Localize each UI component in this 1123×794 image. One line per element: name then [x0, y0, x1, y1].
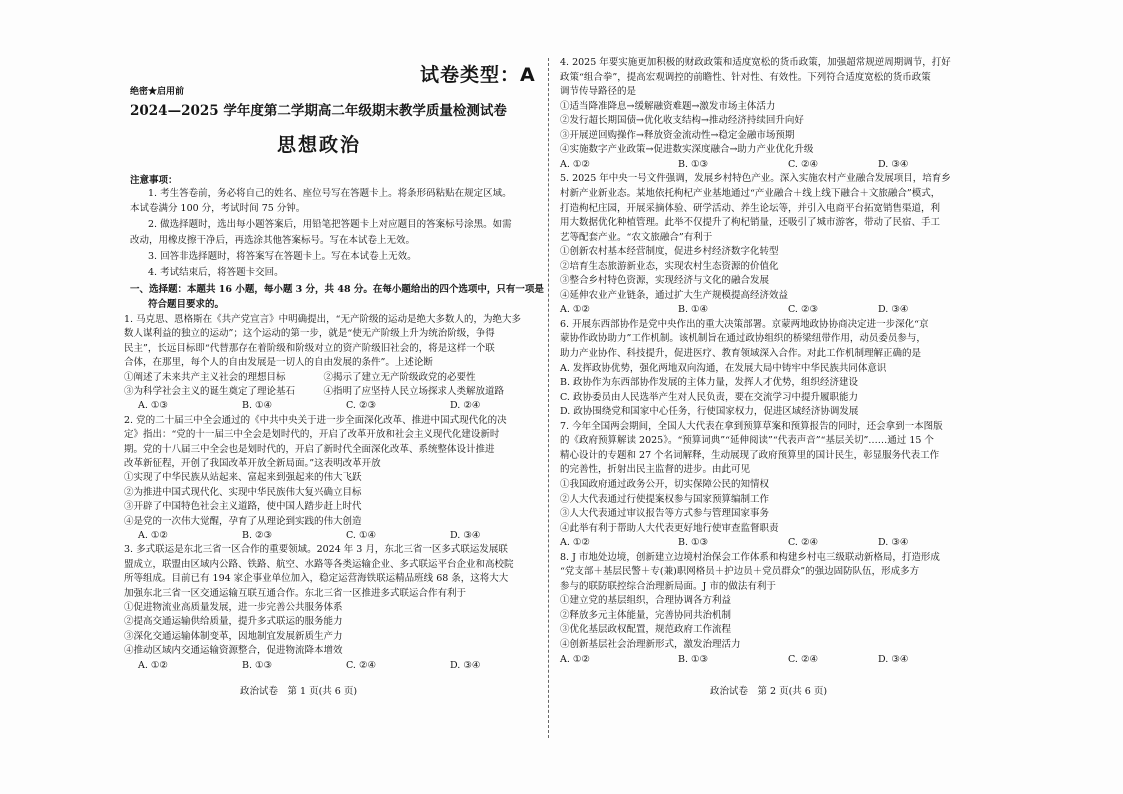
- question-statement: ③整合乡村特色资源，实现经济与文化的融合发展: [560, 275, 770, 287]
- question-stem: 3. 多式联运是东北三省一区合作的重要领域。2024 年 3 月，东北三省一区多式联运发展联: [124, 544, 508, 556]
- question-statement: ④延伸农业产业链条，通过扩大生产规模提高经济效益: [560, 289, 789, 301]
- question-stem: 盟成立，联盟由区域内公路、铁路、航空、水路等各类运输企业、多式联运平台企业和高校院: [124, 558, 514, 570]
- page-footer-left: 政治试卷 第 1 页(共 6 页): [240, 686, 358, 697]
- question-stem: 用大数据优化种植管理。此举不仅提升了枸杞销量，还吸引了城市游客，带动了民宿、手工: [560, 217, 941, 229]
- question-stem: 参与的联防联控综合治理新局面。J 市的做法有利于: [560, 580, 776, 592]
- answer-option: C. ②④: [788, 158, 819, 170]
- subject-title: 思想政治: [277, 134, 362, 156]
- question-stem: 期。党的十八届三中全会也是划时代的，开启了新时代全面深化改革、系统整体设计推进: [124, 443, 495, 455]
- answer-option: A. ①③: [138, 400, 168, 412]
- question-stem: 8. J 市地处边境，创新建立边境村治保会工作体系和构建乡村屯三级联动新格局，打造形成: [560, 551, 940, 563]
- question-stem: 1. 马克思、恩格斯在《共产党宣言》中明确提出，“无产阶级的运动是绝大多数人的，为绝大多: [124, 314, 521, 325]
- question-stem: 所等组成。目前已有 194 家企事业单位加入，稳定运营海铁联运精品班线 68 条，这将大大: [124, 573, 509, 585]
- question-statement: ①阐述了未来共产主义社会的理想目标 ②揭示了建立无产阶级政党的必要性: [124, 371, 476, 383]
- question-statement: ①适当降准降息→缓解融资难题→激发市场主体活力: [560, 100, 776, 112]
- question-stem: 2. 党的二十届三中全会通过的《中共中央关于进一步全面深化改革、推进中国式现代化的决: [124, 414, 507, 426]
- question-statement: ③为科学社会主义的诞生奠定了理论基石 ④指明了应坚持人民立场探求人类解放道路: [124, 386, 505, 397]
- question-stem: 调节传导路径的是: [560, 86, 637, 98]
- question-statement: ③人大代表通过审议报告等方式参与管理国家事务: [560, 508, 770, 520]
- question-statement: ①促进物流业高质量发展，进一步完善公共服务体系: [124, 602, 343, 613]
- question-statement: ①建立党的基层组织，合理协调各方利益: [560, 595, 732, 607]
- question-statement: ②提高交通运输供给质量，提升多式联运的服务能力: [124, 616, 343, 628]
- answer-option: D. ③④: [878, 537, 909, 549]
- page-footer-right: 政治试卷 第 2 页(共 6 页): [710, 686, 828, 697]
- question-statement: ④推动区域内交通运输资源整合，促进物流降本增效: [124, 645, 343, 657]
- answer-option: C. ②③: [346, 400, 377, 412]
- question-stem: 的完善性，折射出民主监督的进步。由此可见: [560, 464, 751, 476]
- question-stem: 合体，在那里，每个人的自由发展是一切人的自由发展的条件”。上述论断: [124, 357, 433, 369]
- question-stem: 加强东北三省一区交通运输互联互通合作。东北三省一区推进多式联运合作有利于: [124, 587, 467, 599]
- question-stem: 数人谋利益的独立的运动”；这个运动的第一步，就是“使无产阶级上升为统治阶级，争得: [124, 328, 495, 340]
- question-stem: 艺等配套产业。“农文旅融合”有利于: [560, 231, 713, 243]
- question-stem: “党支部＋基层民警＋专(兼)职网格员＋护边员＋党员群众”的强边固防队伍，形成多方: [560, 566, 920, 578]
- question-stem: 4. 2025 年要实施更加积极的财政政策和适度宽松的货币政策，加强超常规逆周期调节，打好: [560, 57, 951, 68]
- answer-option: A. ①②: [138, 530, 168, 541]
- exam-type-label: 试卷类型：A: [420, 64, 536, 86]
- question-stem: 改革新征程，开创了我国改革开放全新局面。”这表明改革开放: [124, 458, 381, 469]
- answer-option: D. ③④: [450, 659, 481, 671]
- question-statement: ①创新农村基本经营制度，促进乡村经济数字化转型: [560, 246, 779, 258]
- answer-option: B. ①③: [678, 158, 709, 170]
- answer-option: A. ①②: [560, 653, 590, 665]
- question-option: D. 政协围绕党和国家中心任务，行使国家权力，促进区域经济协调发展: [560, 406, 859, 418]
- exam-title: 2024—2025 学年度第二学期高二年级期末教学质量检测试卷: [130, 103, 507, 119]
- answer-option: B. ①③: [678, 537, 709, 549]
- question-stem: 助力产业协作、科技提升，促进医疗、教育领域深入合作。对此工作机制理解正确的是: [560, 348, 922, 359]
- answer-option: B. ①③: [678, 653, 709, 665]
- question-option: B. 政协作为东西部协作发展的主体力量，发挥人才优势，组织经济建设: [560, 377, 859, 389]
- question-stem: 政策“组合拳”，提高宏观调控的前瞻性、针对性、有效性。下列符合适度宽松的货币政策: [560, 71, 931, 83]
- question-stem: 6. 开展东西部协作是党中央作出的重大决策部署。京蒙两地政协协商决定进一步深化“京: [560, 318, 929, 330]
- question-stem: 7. 今年全国两会期间，全国人大代表在拿到预算草案和预算报告的同时，还会拿到一本图版: [560, 420, 943, 432]
- answer-option: D. ③④: [878, 304, 909, 316]
- question-option: C. 政协委员由人民选举产生对人民负责，要在交流学习中提升履职能力: [560, 391, 858, 403]
- question-statement: ③深化交通运输体制变革，因地制宜发展新质生产力: [124, 630, 343, 642]
- answer-option: B. ②③: [242, 530, 273, 541]
- question-statement: ②为推进中国式现代化、实现中华民族伟大复兴确立目标: [124, 486, 362, 498]
- answer-option: B. ①③: [242, 659, 273, 671]
- question-statement: ④是党的一次伟大觉醒，孕育了从理论到实践的伟大创造: [124, 515, 362, 527]
- question-statement: ③优化基层政权配置，规范政府工作流程: [560, 624, 732, 636]
- answer-option: C. ②④: [346, 659, 377, 671]
- section-instruction: 一、选择题：本题共 16 小题，每小题 3 分，共 48 分。在每小题给出的四个选项中，只有一项是: [130, 284, 544, 295]
- question-statement: ②释放多元主体能量，完善协同共治机制: [560, 609, 732, 621]
- question-stem: 民主”，长远目标即“代替那存在着阶级和阶级对立的资产阶级旧社会的，将是这样一个联: [124, 342, 495, 354]
- answer-option: D. ②④: [450, 400, 481, 412]
- answer-option: A. ①②: [560, 304, 590, 316]
- answer-option: C. ②③: [788, 304, 819, 316]
- answer-option: A. ①②: [560, 158, 590, 170]
- question-stem: 村新产业新业态。某地依托枸杞产业基地通过“产业融合＋线上线下融合＋文旅融合”模式，: [560, 187, 941, 199]
- question-stem: 打造枸杞庄园，开展采摘体验、研学活动、养生论坛等，并引入电商平台拓宽销售渠道，利: [560, 202, 941, 214]
- section-instruction: 符合题目要求的。: [148, 299, 225, 310]
- question-stem: 5. 2025 年中央一号文件强调，发展乡村特色产业。深入实施农村产业融合发展项目，培育乡: [560, 173, 951, 185]
- notice-item: 3. 回答非选择题时，将答案写在答题卡上。写在本试卷上无效。: [148, 251, 417, 262]
- column-divider: [548, 58, 549, 738]
- question-statement: ④此举有利于帮助人大代表更好地行使审查监督职责: [560, 522, 779, 534]
- secret-label: 绝密★启用前: [130, 87, 185, 97]
- notice-item: 2. 做选择题时，选出每小题答案后，用铅笔把答题卡上对应题目的答案标号涂黑。如需: [148, 219, 512, 230]
- question-stem: 蒙协作政协助力”工作机制。该机制旨在通过政协组织的桥梁纽带作用，动员委员参与，: [560, 333, 926, 345]
- answer-option: B. ①④: [242, 400, 273, 412]
- notice-item: 1. 考生答卷前，务必将自己的姓名、座位号写在答题卡上。将条形码粘贴在规定区域。: [148, 188, 512, 199]
- answer-option: A. ①②: [138, 659, 168, 671]
- question-statement: ③开展逆回购操作→释放资金流动性→稳定金融市场预期: [560, 129, 795, 141]
- question-statement: ④创新基层社会治理新形式，激发治理活力: [560, 639, 741, 650]
- question-statement: ③开辟了中国特色社会主义道路，使中国人踏步赶上时代: [124, 501, 362, 513]
- answer-option: C. ①④: [346, 530, 377, 541]
- question-stem: 的《政府预算解读 2025》。“预算词典”“延伸阅读”“代表声音”“基层关切”……通过 15 个: [560, 435, 934, 447]
- question-statement: ②人大代表通过行使提案权参与国家预算编制工作: [560, 493, 770, 505]
- question-stem: 精心设计的专题和 27 个名词解释，生动展现了政府预算里的国计民生，彰显服务代表工作: [560, 449, 940, 461]
- answer-option: D. ③④: [878, 158, 909, 170]
- notice-item: 改动，用橡皮擦干净后，再选涂其他答案标号。写在本试卷上无效。: [130, 235, 416, 246]
- notice-item: 本试卷满分 100 分，考试时间 75 分钟。: [130, 203, 306, 214]
- answer-option: C. ②④: [788, 537, 819, 549]
- question-option: A. 发挥政协优势，强化两地双向沟通，在发展大局中铸牢中华民族共同体意识: [560, 362, 887, 374]
- question-statement: ①实现了中华民族从站起来、富起来到强起来的伟大飞跃: [124, 472, 362, 484]
- answer-option: D. ③④: [878, 653, 909, 665]
- answer-option: D. ③④: [450, 530, 481, 541]
- question-statement: ②培育生态旅游新业态，实现农村生态资源的价值化: [560, 260, 779, 272]
- question-statement: ②发行超长期国债→优化收支结构→推动经济持续回升向好: [560, 115, 804, 127]
- question-statement: ④实施数字产业政策→促进数实深度融合→助力产业优化升级: [560, 144, 814, 156]
- question-statement: ①我国政府通过政务公开，切实保障公民的知情权: [560, 478, 770, 490]
- notice-heading: 注意事项：: [130, 175, 178, 186]
- question-stem: 定》指出：“党的十一届三中全会是划时代的，开启了改革开放和社会主义现代化建设新时: [124, 429, 500, 441]
- answer-option: A. ①②: [560, 537, 590, 549]
- answer-option: C. ②④: [788, 653, 819, 665]
- answer-option: B. ①④: [678, 304, 709, 316]
- notice-item: 4. 考试结束后，将答题卡交回。: [148, 267, 284, 278]
